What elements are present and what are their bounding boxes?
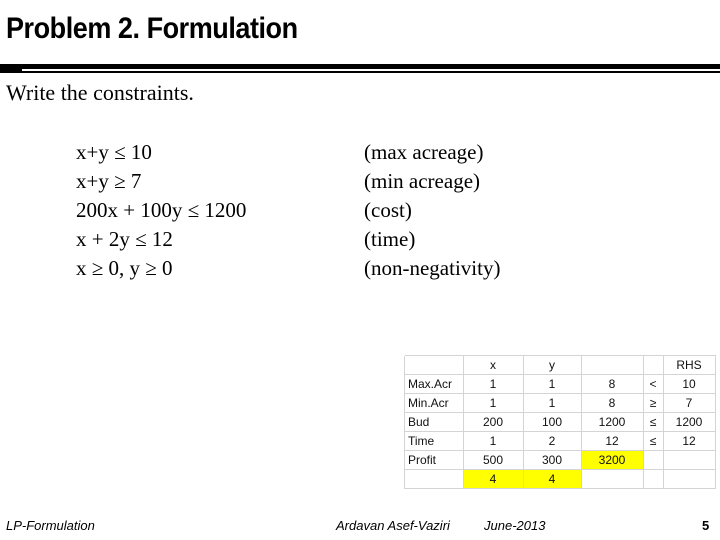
title-rule-thick <box>0 64 720 69</box>
table-cell: 500 <box>463 451 523 470</box>
footer-author: Ardavan Asef-Vaziri <box>336 518 450 533</box>
table-cell <box>581 356 643 375</box>
constraint-expr: x+y ≥ 7 <box>76 169 142 193</box>
table-cell: 1200 <box>663 413 715 432</box>
spreadsheet-table <box>405 356 716 489</box>
constraint-list <box>76 138 246 283</box>
table-cell: 200 <box>463 413 523 432</box>
table-cell: 100 <box>523 413 581 432</box>
table-row <box>405 432 715 451</box>
table-cell: 8 <box>581 375 643 394</box>
table-cell <box>643 470 663 489</box>
table-cell: 1 <box>463 375 523 394</box>
table-row <box>405 470 715 489</box>
table-cell: 1 <box>463 432 523 451</box>
table-cell <box>663 451 715 470</box>
table-cell: < <box>643 375 663 394</box>
table-cell: 8 <box>581 394 643 413</box>
constraint-expr: 200x + 100y ≤ 1200 <box>76 198 247 222</box>
constraint-note: (max acreage) <box>364 140 484 164</box>
table-cell: 12 <box>581 432 643 451</box>
slide-title: Problem 2. Formulation <box>6 12 298 45</box>
row-label <box>405 470 463 489</box>
table-cell: 10 <box>663 375 715 394</box>
table-row <box>405 356 715 375</box>
constraint-note: (cost) <box>364 198 412 222</box>
table-cell: ≤ <box>643 432 663 451</box>
table-row <box>405 394 715 413</box>
row-label: Max.Acr <box>405 375 463 394</box>
table-cell: 2 <box>523 432 581 451</box>
constraint-notes <box>364 138 500 283</box>
table-header-rhs: RHS <box>663 356 715 375</box>
table-cell: ≤ <box>643 413 663 432</box>
spreadsheet <box>405 356 716 489</box>
table-header-y: y <box>523 356 581 375</box>
table-cell <box>663 470 715 489</box>
table-cell <box>405 356 463 375</box>
table-row <box>405 375 715 394</box>
table-header-x: x <box>463 356 523 375</box>
table-cell: 300 <box>523 451 581 470</box>
row-label: Min.Acr <box>405 394 463 413</box>
table-cell: ≥ <box>643 394 663 413</box>
row-label: Time <box>405 432 463 451</box>
constraint-expr: x ≥ 0, y ≥ 0 <box>76 256 173 280</box>
table-row <box>405 451 715 470</box>
title-rule-thin <box>0 71 720 73</box>
sheet-grid-edge <box>405 355 716 356</box>
row-label: Profit <box>405 451 463 470</box>
constraint-expr: x+y ≤ 10 <box>76 140 152 164</box>
table-cell: 1 <box>463 394 523 413</box>
footer-course: LP-Formulation <box>6 518 95 533</box>
sheet-grid-edge <box>404 356 405 489</box>
page-number: 5 <box>702 518 710 533</box>
table-cell: 1200 <box>581 413 643 432</box>
objective-value-cell: 3200 <box>581 451 643 470</box>
constraint-note: (time) <box>364 227 416 251</box>
intro-text: Write the constraints. <box>6 80 194 105</box>
decision-y-cell: 4 <box>523 470 581 489</box>
constraint-note: (min acreage) <box>364 169 481 193</box>
row-label: Bud <box>405 413 463 432</box>
table-cell: 12 <box>663 432 715 451</box>
footer-date: June-2013 <box>484 518 546 533</box>
constraint-expr: x + 2y ≤ 12 <box>76 227 173 251</box>
decision-x-cell: 4 <box>463 470 523 489</box>
table-cell: 1 <box>523 375 581 394</box>
constraint-note: (non-negativity) <box>364 256 501 280</box>
table-row <box>405 413 715 432</box>
title-rule-tick <box>0 69 22 73</box>
table-cell <box>581 470 643 489</box>
table-cell: 1 <box>523 394 581 413</box>
table-cell <box>643 451 663 470</box>
table-cell <box>643 356 663 375</box>
table-cell: 7 <box>663 394 715 413</box>
